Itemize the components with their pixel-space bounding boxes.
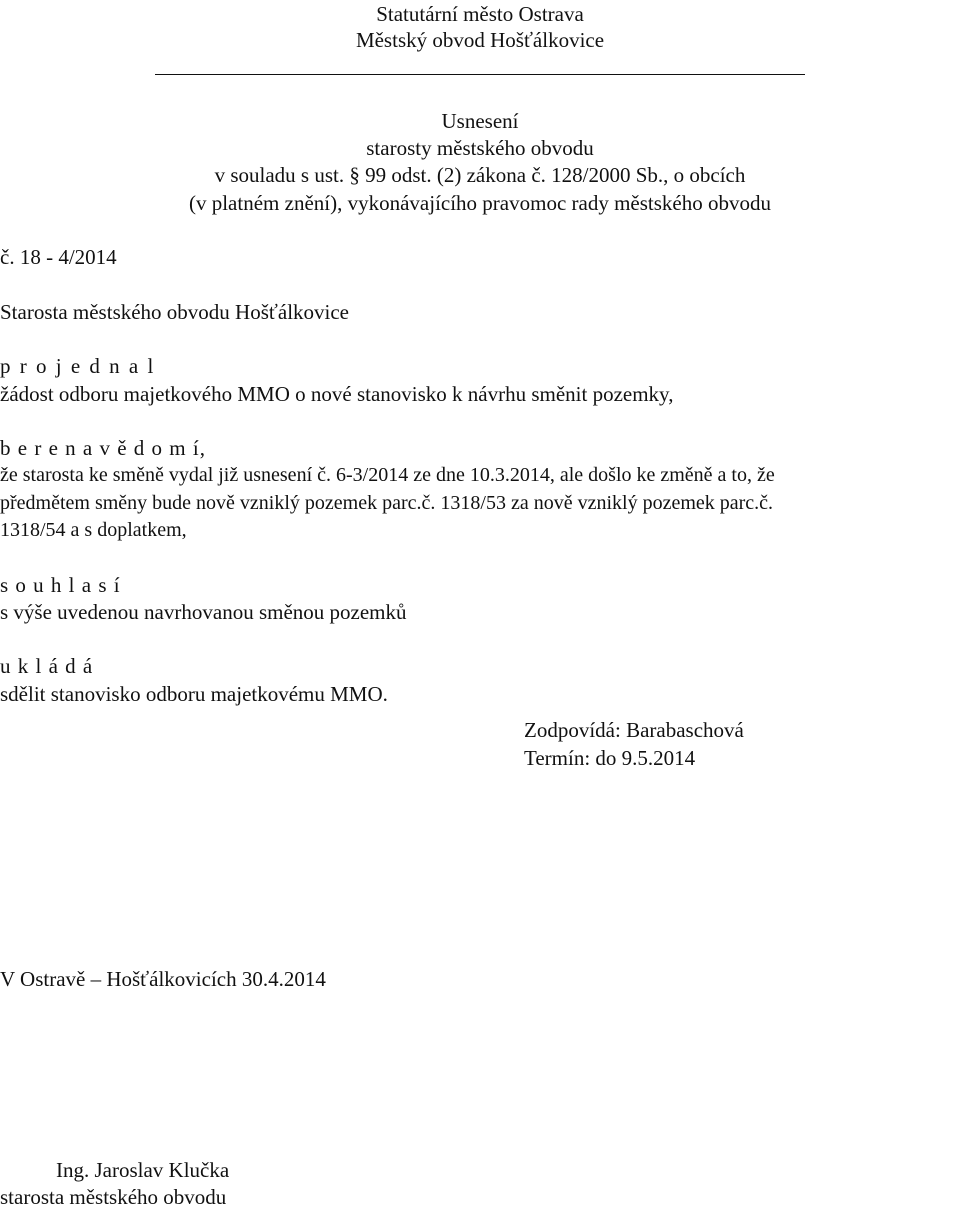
orders-heading: u k l á d á	[0, 654, 94, 678]
agrees-text: s výše uvedenou navrhovanou směnou pozemků	[0, 600, 407, 624]
header-district: Městský obvod Hošťálkovice	[355, 28, 605, 52]
title-usneseni: Usnesení	[441, 109, 519, 133]
deadline: Termín: do 9.5.2014	[524, 746, 696, 770]
resolution-subject: Starosta městského obvodu Hošťálkovice	[0, 300, 350, 324]
signatory-title: starosta městského obvodu	[0, 1185, 227, 1209]
noted-text-line-3: 1318/54 a s doplatkem,	[0, 519, 187, 541]
agrees-heading: s o u h l a s í	[0, 573, 121, 597]
responsible-person: Zodpovídá: Barabaschová	[524, 718, 744, 742]
place-and-date: V Ostravě – Hošťálkovicích 30.4.2014	[0, 967, 326, 991]
title-starosty: starosty městského obvodu	[366, 136, 594, 160]
orders-text: sdělit stanovisko odboru majetkovému MMO.	[0, 682, 388, 706]
signatory-name: Ing. Jaroslav Klučka	[56, 1158, 230, 1182]
header-city: Statutární město Ostrava	[376, 2, 584, 26]
discussed-heading: p r o j e d n a l	[0, 354, 156, 378]
noted-heading: b e r e n a v ě d o m í,	[0, 436, 206, 460]
noted-text-line-2: předmětem směny bude nově vzniklý pozemek parc.č. 1318/53 za nově vzniklý pozemek parc.č.	[0, 492, 774, 514]
discussed-text: žádost odboru majetkového MMO o nové stanovisko k návrhu směnit pozemky,	[0, 382, 674, 406]
noted-text-line-1: že starosta ke směně vydal již usnesení č. 6-3/2014 ze dne 10.3.2014, ale došlo ke změně a to, že	[0, 464, 775, 486]
header-divider	[155, 74, 805, 75]
resolution-number: č. 18 - 4/2014	[0, 245, 117, 269]
title-legal-basis: v souladu s ust. § 99 odst. (2) zákona č. 128/2000 Sb., o obcích	[214, 163, 746, 187]
title-authority: (v platném znění), vykonávajícího pravomoc rady městského obvodu	[188, 191, 771, 215]
